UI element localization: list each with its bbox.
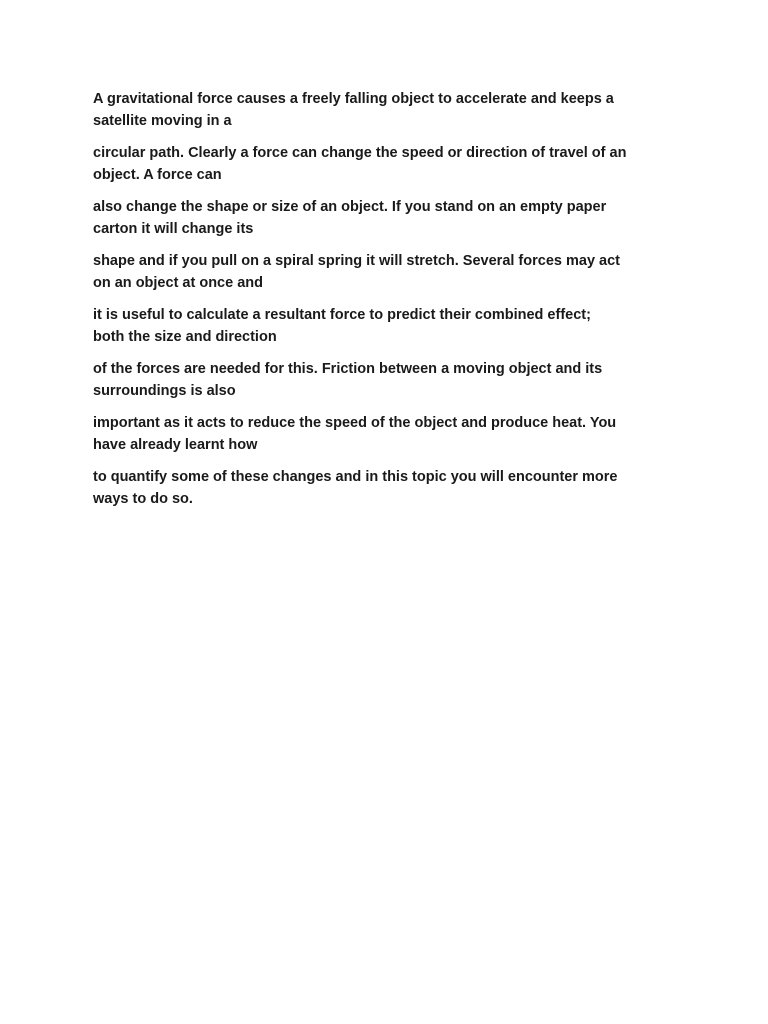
text-line: on an object at once and: [93, 275, 263, 291]
text-line: of the forces are needed for this. Friction between a moving object and its: [93, 361, 603, 377]
text-line: surroundings is also: [93, 383, 236, 399]
paragraph: [93, 142, 678, 186]
text-line: A gravitational force causes a freely falling object to accelerate and keeps a: [93, 91, 614, 107]
text-line: have already learnt how: [93, 437, 258, 453]
paragraph: [93, 412, 678, 456]
paragraph: [93, 358, 678, 402]
text-line: circular path. Clearly a force can change the speed or direction of travel of an: [93, 145, 627, 161]
text-line: also change the shape or size of an object. If you stand on an empty paper: [93, 199, 607, 215]
paragraph: [93, 466, 678, 510]
text-line: it is useful to calculate a resultant force to predict their combined effect;: [93, 307, 591, 323]
text-line: ways to do so.: [93, 491, 193, 507]
text-line: both the size and direction: [93, 329, 277, 345]
text-line: important as it acts to reduce the speed of the object and produce heat. You: [93, 415, 617, 431]
body-text: [93, 88, 678, 520]
paragraph: [93, 88, 678, 132]
text-line: satellite moving in a: [93, 113, 232, 129]
text-line: carton it will change its: [93, 221, 254, 237]
text-line: shape and if you pull on a spiral spring it will stretch. Several forces may act: [93, 253, 620, 269]
text-line: object. A force can: [93, 167, 222, 183]
paragraph: [93, 304, 678, 348]
paragraph: [93, 250, 678, 294]
paragraph: [93, 196, 678, 240]
text-line: to quantify some of these changes and in this topic you will encounter more: [93, 469, 618, 485]
